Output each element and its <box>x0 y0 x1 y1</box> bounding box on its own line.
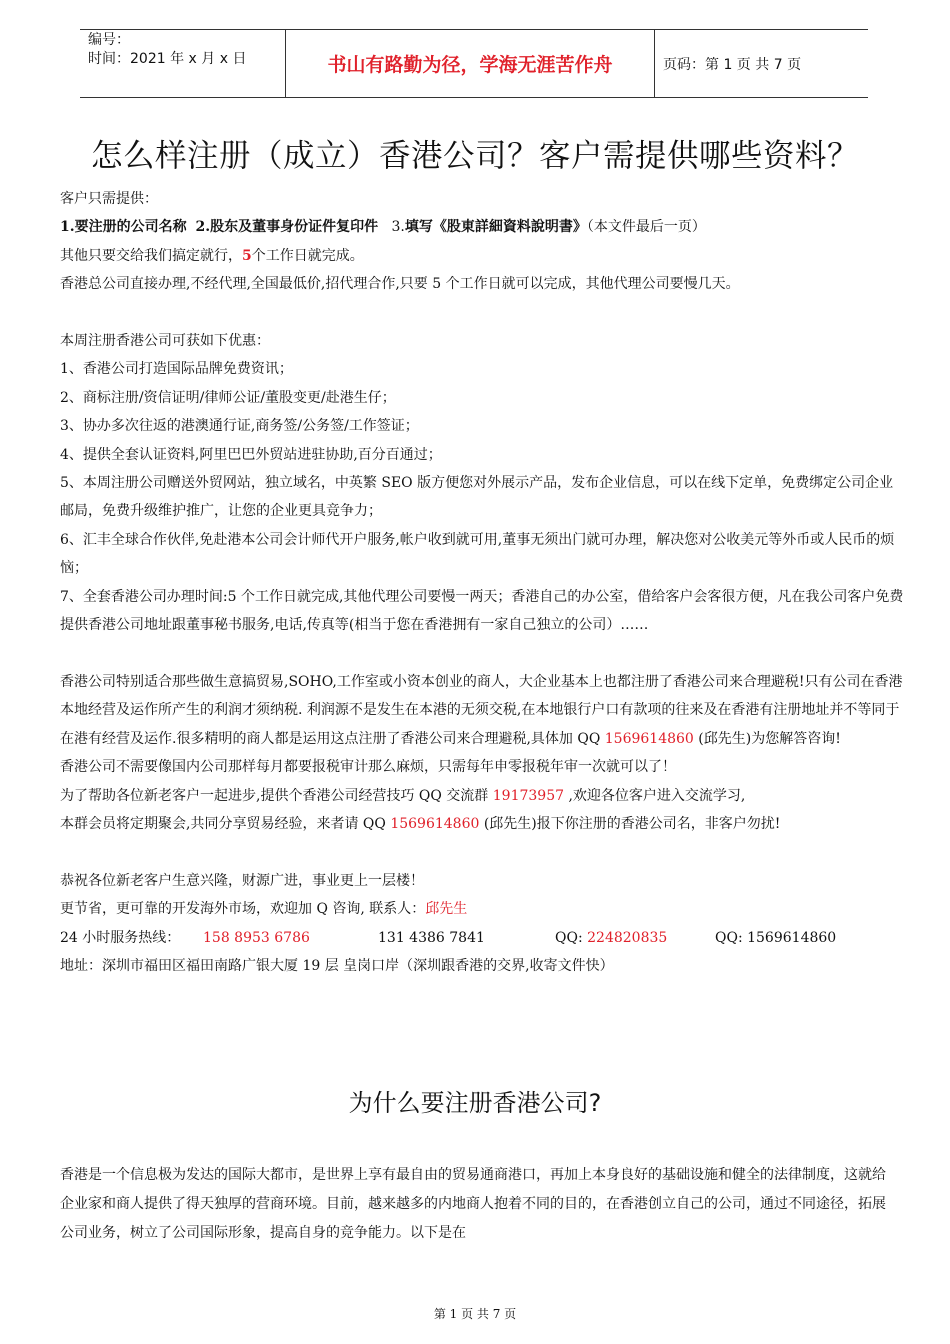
requirements-list <box>60 213 905 241</box>
benefits-text: 香港公司特别适合那些做生意搞贸易,SOHO,工作室或小资本创业的商人，大企业基本上也都注册了香港公司来合理避税!只有公司在香港本地经营及运作所产生的利润才须纳税. 利润源不是发生在本港的无须交税,在本地银行户口有款项的往来及在香港有注册地址并不等同于在港有经营及运作.很多精明的商人都是运用这点注册了香港公司来合理避税,具体加 QQ <box>60 673 903 747</box>
section-title: 为什么要注册香港公司? <box>348 1089 602 1117</box>
offer-item: 4、提供全套认证资料,阿里巴巴外贸站进驻协助,百分百通过； <box>60 446 442 463</box>
contact-name: 邱先生 <box>425 901 468 918</box>
offer-item: 1、香港公司打造国际品牌免费资讯； <box>60 361 293 378</box>
member-line <box>60 810 905 838</box>
phone-number: 158 8953 6786 <box>203 929 310 946</box>
greeting-line: 恭祝各位新老客户生意兴隆，财源广进，事业更上一层楼！ <box>60 872 424 889</box>
header-motto: 书山有路勤为径，学海无涯苦作舟 <box>285 30 655 97</box>
contact-text: 更节省，更可靠的开发海外市场，欢迎加 Q 咨询, 联系人： <box>60 901 426 918</box>
header-meta <box>80 30 285 97</box>
document-title: 怎么样注册（成立）香港公司？客户需提供哪些资料？ <box>90 138 859 174</box>
offer-item: 6、汇丰全球合作伙伴,免赴港本公司会计师代开户服务,帐户收到就可用,董事无须出门就可办理，解决您对公收美元等外币或人民币的烦恼； <box>60 531 895 577</box>
benefits-paragraph <box>60 668 905 753</box>
pricing-line: 香港总公司直接办理,不经代理,全国最低价,招代理合作,只要 5 个工作日就可以完成，其他代理公司要慢几天。 <box>60 276 740 293</box>
requirement-form-note: （本文件最后一页） <box>586 219 706 236</box>
contact-person-line <box>60 895 905 923</box>
tax-line: 香港公司不需要像国内公司那样每月都要报税审计那么麻烦，只需每年申零报税年审一次就可以了！ <box>60 759 676 776</box>
offer-item: 5、本周注册公司赠送外贸网站，独立域名，中英繁 SEO 版方便您对外展示产品，发布企业信息，可以在线下定单，免费绑定公司企业邮局，免费升级维护推广，让您的企业更具竞争力； <box>60 475 894 520</box>
qq-label: QQ: <box>555 929 588 946</box>
benefits-text-end: (邱先生)为您解答咨询! <box>693 730 841 747</box>
member-text: 本群会员将定期聚会,共同分享贸易经验，来者请 QQ <box>60 815 391 832</box>
turnaround-days: 5 <box>242 247 252 264</box>
page-header <box>80 29 868 98</box>
turnaround-line <box>60 242 905 270</box>
section-paragraph: 香港是一个信息极为发达的国际大都市，是世界上享有最自由的贸易通商港口，再加上本身良好的基础设施和健全的法律制度，这就给企业家和商人提供了得天独厚的营商环境。目前，越来越多的内地商人抱着不同的目的，在香港创立自己的公司，通过不同途径，拓展公司业务，树立了公司国际形象，提高自身的竞争能力。以下是在 <box>60 1167 886 1241</box>
qq-number: 224820835 <box>587 929 668 946</box>
requirements-lead: 客户只需提供： <box>60 191 158 207</box>
turnaround-text-end: 个工作日就完成。 <box>251 247 364 264</box>
address-line: 地址：深圳市福田区福田南路广银大厦 19 层 皇岗口岸（深圳跟香港的交界,收寄文件快） <box>60 957 614 974</box>
offers-lead: 本周注册香港公司可获如下优惠： <box>60 333 270 350</box>
page-footer: 第 1 页 共 7 页 <box>433 1307 517 1321</box>
qq-group-text: 为了帮助各位新老客户一起进步,提供个香港公司经营技巧 QQ 交流群 <box>60 787 493 804</box>
requirement-company-name: 1.要注册的公司名称 <box>60 219 187 236</box>
qq-number: 1569614860 <box>390 815 480 832</box>
document-number-label: 编号： <box>88 32 130 48</box>
offer-item: 7、全套香港公司办理时间:5 个工作日就完成,其他代理公司要慢一两天；香港自己的办公室，借给客户会客很方便，凡在我公司客户免费提供香港公司地址跟董事秘书服务,电话,传真等(相当于您在香港拥有一家自己独立的公司）…… <box>60 588 904 634</box>
qq-group-number: 19173957 <box>492 787 565 804</box>
offer-item: 2、商标注册/资信证明/律师公证/董股变更/赴港生仔； <box>60 389 396 406</box>
member-text-end: (邱先生)报下你注册的香港公司名，非客户勿扰! <box>479 815 781 832</box>
section-body <box>60 1161 895 1248</box>
qq-group-line <box>60 782 905 810</box>
requirement-id-copies: 2.股东及董事身份证件复印件 <box>195 219 379 236</box>
hotline-label: 24 小时服务热线： <box>60 929 181 946</box>
qq-contact: QQ: 1569614860 <box>715 929 837 946</box>
document-time-label: 时间：2021 年 x 月 x 日 <box>88 51 247 67</box>
document-body <box>60 185 905 980</box>
qq-group-text-end: ,欢迎各位客户进入交流学习, <box>564 787 746 804</box>
phone-number: 131 4386 7841 <box>378 929 485 946</box>
requirement-form: 填写《股東詳細資料說明書》 <box>404 219 587 236</box>
qq-number: 1569614860 <box>604 730 694 747</box>
header-page-number: 页码：第 1 页 共 7 页 <box>663 56 802 73</box>
hotline-line <box>60 924 905 952</box>
offer-item: 3、协办多次往返的港澳通行证,商务签/公务签/工作签证； <box>60 418 419 435</box>
turnaround-text: 其他只要交给我们搞定就行， <box>60 247 242 264</box>
requirement-form-prefix: 3. <box>391 219 405 236</box>
